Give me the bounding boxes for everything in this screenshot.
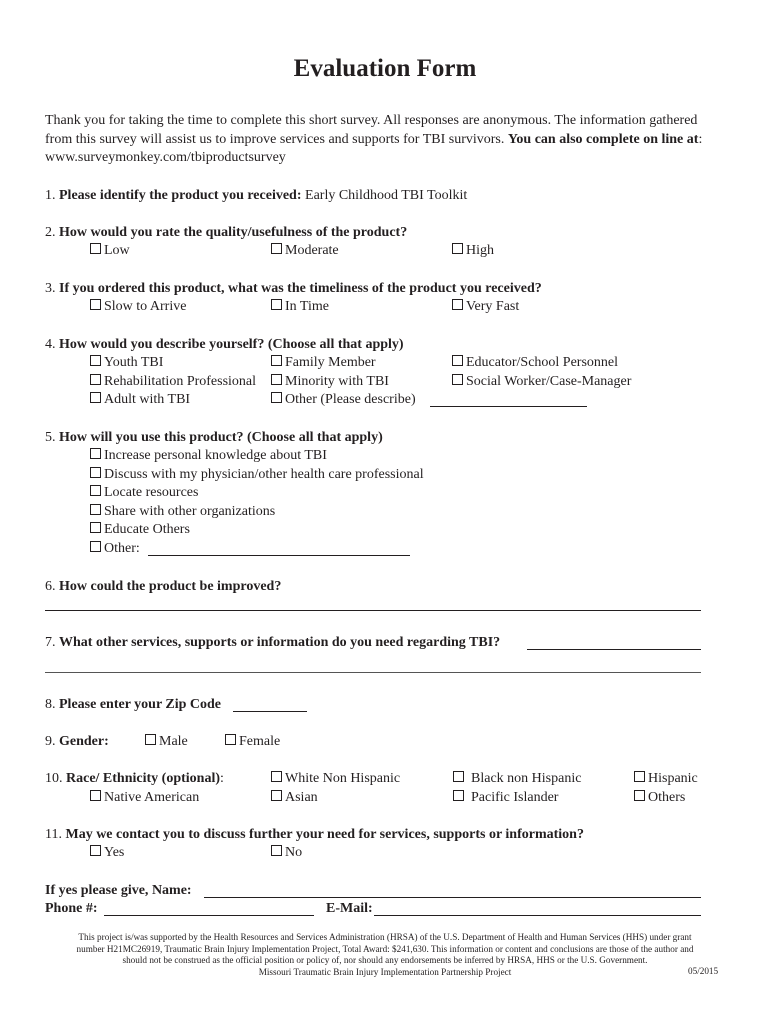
q11-option-label: No [285,845,303,860]
checkbox-icon[interactable] [634,790,645,801]
contact-name-row [45,882,192,900]
q4-option-label: Youth TBI [104,355,164,370]
checkbox-icon[interactable] [271,790,282,801]
checkbox-icon[interactable] [90,845,101,856]
question-2 [45,224,407,242]
q4-option-family[interactable] [271,354,376,372]
q4-option-label: Rehabilitation Professional [104,374,257,389]
checkbox-icon[interactable] [271,355,282,366]
phone-label: Phone #: [45,901,98,916]
question-1 [45,187,467,205]
q5-option-educate[interactable] [90,521,190,539]
q4-option-label: Educator/School Personnel [466,355,619,370]
q9-option-male[interactable] [145,733,188,751]
checkbox-icon[interactable] [90,392,101,403]
question-6 [45,578,281,596]
q10-option-label: Asian [285,790,318,805]
q10-option-white[interactable] [271,770,400,788]
q10-option-others[interactable] [634,789,685,807]
checkbox-icon[interactable] [452,355,463,366]
q10-option-label: Pacific Islander [471,790,559,805]
footer-line-2: number H21MC26919, Traumatic Brain Injury Implementation Project, Total Award: $241,630. This information or content and conclusions are those of the author and [76,943,694,954]
checkbox-icon[interactable] [90,355,101,366]
checkbox-icon[interactable] [90,485,101,496]
checkbox-icon[interactable] [271,374,282,385]
checkbox-icon[interactable] [452,374,463,385]
q5-option-label: Locate resources [104,485,199,500]
q7-number: 7. [45,635,59,650]
checkbox-icon[interactable] [453,790,464,801]
q6-number: 6. [45,579,59,594]
q9-option-label: Female [239,734,281,749]
q2-number: 2. [45,225,59,240]
q10-option-pacific[interactable] [453,789,558,807]
q8-number: 8. [45,697,59,712]
q11-number: 11. [45,827,66,842]
checkbox-icon[interactable] [271,299,282,310]
online-label: You can also complete on line at [507,131,699,147]
question-11 [45,826,584,844]
q5-option-label: Share with other organizations [104,504,276,519]
checkbox-icon[interactable] [452,299,463,310]
footer-line-4: Missouri Traumatic Brain Injury Implementation Partnership Project [258,966,512,977]
name-field[interactable] [204,897,701,898]
q5-option-share[interactable] [90,503,275,521]
q3-option-very-fast[interactable] [452,298,519,316]
q2-option-label: High [466,243,494,258]
checkbox-icon[interactable] [225,734,236,745]
q10-option-native[interactable] [90,789,199,807]
q3-option-label: Slow to Arrive [104,299,187,314]
q4-other-field[interactable] [430,406,587,407]
q2-option-moderate[interactable] [271,242,339,260]
q6-answer-field[interactable] [45,610,701,611]
footer-line-1: This project is/was supported by the Health Resources and Services Administration (HRSA) of the U.S. Department of Health and Human Services (HHS) under grant [78,932,692,942]
q2-option-high[interactable] [452,242,494,260]
q5-option-resources[interactable] [90,484,198,502]
q3-option-label: In Time [285,299,329,314]
q5-option-knowledge[interactable] [90,447,327,465]
q4-option-label: Other (Please describe) [285,392,416,407]
q10-option-label: Others [648,790,686,805]
q3-option-slow[interactable] [90,298,186,316]
checkbox-icon[interactable] [452,243,463,254]
checkbox-icon[interactable] [90,374,101,385]
form-date: 05/2015 [688,966,719,976]
question-4 [45,336,404,354]
q10-number: 10. [45,771,66,786]
q4-option-label: Social Worker/Case-Manager [466,374,632,389]
q10-option-black[interactable] [453,770,581,788]
question-10 [45,770,224,788]
q4-option-youth[interactable] [90,354,163,372]
intro-colon: : [698,131,703,147]
question-5 [45,429,383,447]
checkbox-icon[interactable] [90,522,101,533]
survey-url[interactable]: www.surveymonkey.com/tbiproductsurvey [45,150,286,165]
q3-option-label: Very Fast [466,299,520,314]
q4-option-rehab[interactable] [90,373,256,391]
if-yes-label: If yes please give, [45,883,152,898]
checkbox-icon[interactable] [634,771,645,782]
q9-option-female[interactable] [225,733,280,751]
email-field[interactable] [374,915,701,916]
q9-option-label: Male [159,734,188,749]
checkbox-icon[interactable] [271,392,282,403]
q5-option-label: Other: [104,541,140,556]
zip-code-field[interactable] [233,711,307,712]
q3-number: 3. [45,281,59,296]
checkbox-icon[interactable] [453,771,464,782]
q11-option-label: Yes [104,845,125,860]
q9-number: 9. [45,734,59,749]
q5-option-label: Increase personal knowledge about TBI [104,448,327,463]
q3-option-in-time[interactable] [271,298,329,316]
q6-label: How could the product be improved? [59,579,282,594]
q4-label: How would you describe yourself? (Choose all that apply) [59,337,404,352]
checkbox-icon[interactable] [271,845,282,856]
q7-answer-field[interactable] [527,649,701,650]
q11-option-no[interactable] [271,844,302,862]
q5-option-other[interactable] [90,540,140,558]
q4-option-label: Minority with TBI [285,374,389,389]
q1-answer: Early Childhood TBI Toolkit [301,188,468,203]
question-9 [45,733,109,751]
checkbox-icon[interactable] [90,504,101,515]
checkbox-icon[interactable] [271,771,282,782]
q10-colon: : [220,771,224,786]
contact-email-row [326,900,373,918]
intro-text: Thank you for taking the time to complete this short survey. All responses are anonymous. The information gathered from this survey will assist us to improve services and supports for TBI survivors. [45,113,698,147]
q2-option-low[interactable] [90,242,130,260]
q10-option-hispanic[interactable] [634,770,698,788]
email-label: E-Mail: [326,901,373,916]
q10-option-asian[interactable] [271,789,318,807]
q4-option-label: Family Member [285,355,376,370]
name-label: Name: [151,883,192,898]
q5-label: How will you use this product? (Choose all that apply) [59,430,383,445]
q7-answer-field-2[interactable] [45,672,701,673]
q1-number: 1. [45,188,59,203]
checkbox-icon[interactable] [271,243,282,254]
page-title: Evaluation Form [293,55,477,82]
checkbox-icon[interactable] [90,299,101,310]
checkbox-icon[interactable] [90,541,101,552]
checkbox-icon[interactable] [90,448,101,459]
q10-option-label: Black non Hispanic [471,771,582,786]
checkbox-icon[interactable] [90,467,101,478]
q2-option-label: Moderate [285,243,339,258]
q10-option-label: White Non Hispanic [285,771,401,786]
checkbox-icon[interactable] [90,243,101,254]
contact-phone-row [45,900,98,918]
q11-option-yes[interactable] [90,844,124,862]
question-7 [45,634,500,652]
q5-option-physician[interactable] [90,466,424,484]
q4-option-label: Adult with TBI [104,392,191,407]
q10-label: Race/ Ethnicity (optional) [66,771,220,786]
phone-field[interactable] [104,915,314,916]
footer-line-3: should not be construed as the official position or policy of, nor should any endorsements be inferred by HRSA, HHS or the U.S. Government. [122,955,648,965]
funding-disclaimer [40,932,730,978]
intro-paragraph [45,112,715,168]
q5-other-field[interactable] [148,555,410,556]
q7-label: What other services, supports or information do you need regarding TBI? [59,635,501,650]
question-8 [45,696,221,714]
q4-option-other[interactable] [271,391,416,409]
q10-option-label: Native American [104,790,200,805]
question-3 [45,280,542,298]
q11-label: May we contact you to discuss further your need for services, supports or information? [65,827,584,842]
q5-number: 5. [45,430,59,445]
q4-option-social-worker[interactable] [452,373,631,391]
checkbox-icon[interactable] [90,790,101,801]
q2-option-label: Low [104,243,130,258]
checkbox-icon[interactable] [145,734,156,745]
q2-label: How would you rate the quality/usefulness of the product? [59,225,408,240]
q1-label: Please identify the product you received: [59,188,302,203]
q8-label: Please enter your Zip Code [59,697,222,712]
q10-option-label: Hispanic [648,771,698,786]
q5-option-label: Educate Others [104,522,190,537]
q3-label: If you ordered this product, what was the timeliness of the product you received? [59,281,542,296]
q4-option-minority[interactable] [271,373,389,391]
q9-label: Gender: [59,734,109,749]
q5-option-label: Discuss with my physician/other health care professional [104,467,424,482]
q4-option-adult[interactable] [90,391,190,409]
q4-option-educator[interactable] [452,354,618,372]
q4-number: 4. [45,337,59,352]
